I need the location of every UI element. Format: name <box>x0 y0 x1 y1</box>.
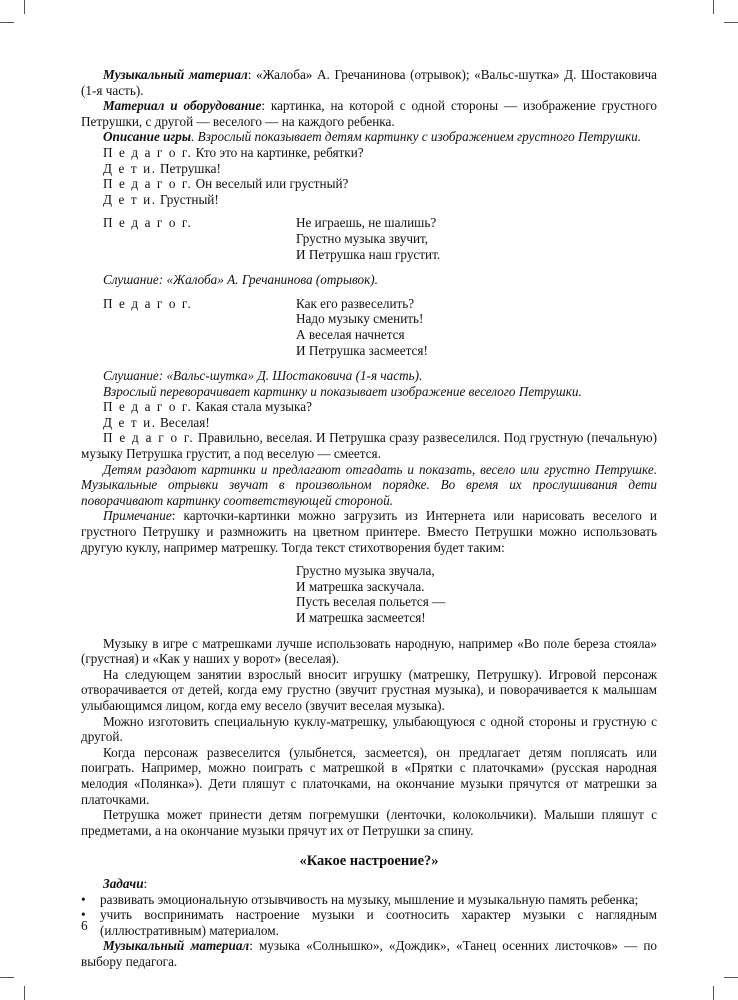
speaker-children: Д е т и. <box>103 191 157 207</box>
tasks-list <box>81 892 657 939</box>
poem-line: И Петрушка засмеется! <box>296 342 428 358</box>
speaker-children: Д е т и. <box>103 414 157 430</box>
game-description-paragraph <box>81 129 657 145</box>
dialogue-text: Правильно, веселая. И Петрушка сразу развеселился. Под грустную (печальную) музыку Петрушка грустит, а под веселую — смеется. <box>81 430 657 462</box>
poem-line: Не играешь, не шалишь? <box>296 215 437 231</box>
poem-teacher-1 <box>103 215 657 262</box>
body-paragraph: Можно изготовить специальную куклу-матрешку, улыбающуюся с одной стороны и грустную с другой. <box>81 713 657 745</box>
dialogue-text: Грустный! <box>156 191 219 207</box>
dialogue-text: Веселая! <box>156 414 210 430</box>
poem-line: Как его развеселить? <box>296 295 415 311</box>
note-label: Примечание <box>103 508 172 524</box>
body-paragraph: Музыку в игре с матрешками лучше использовать народную, например «Во поле береза стояла» (грустная) и «Как у наших у ворот» (веселая). <box>81 635 657 667</box>
dialogue-text: Петрушка! <box>156 160 221 176</box>
dialogue-line <box>103 192 657 208</box>
music-material-paragraph-2 <box>81 938 657 969</box>
dialogue-line <box>103 161 657 177</box>
game-description-text: . Взрослый показывает детям картинку с изображением грустного Петрушки. <box>191 129 642 145</box>
music-material-label: Музыкальный материал <box>103 938 250 954</box>
crop-mark <box>724 977 738 978</box>
crop-mark <box>713 986 714 1000</box>
equipment-label: Материал и оборудование <box>103 98 262 114</box>
verse-line: Грустно музыка звучала, <box>296 563 435 579</box>
poem-lines <box>296 296 428 358</box>
poem-line: И Петрушка наш грустит. <box>296 246 441 262</box>
poem-line: А веселая начнется <box>296 326 405 342</box>
poem-line: Грустно музыка звучит, <box>296 230 429 246</box>
matryoshka-verse <box>296 563 657 625</box>
dialogue-text: Он веселый или грустный? <box>192 176 349 192</box>
verse-line: И матрешка заскучала. <box>296 578 425 594</box>
dialogue-line <box>103 399 657 415</box>
poem-line: Надо музыку сменить! <box>296 311 424 327</box>
equipment-text: : картинка, на которой с одной стороны — изображение грустного Петрушки, с другой — веселого — на каждого ребенка. <box>81 98 658 129</box>
list-item: • учить воспринимать настроение музыки и соотносить характер музыки с наглядным (иллюстративным) материалом. <box>81 907 657 938</box>
dialogue-text: Кто это на картинке, ребятки? <box>192 144 364 160</box>
section-title: «Какое настроение?» <box>299 853 439 870</box>
tasks-label: Задачи <box>103 875 144 891</box>
speaker-children: Д е т и. <box>103 160 157 176</box>
dialogue-line <box>81 430 657 461</box>
tasks-heading <box>81 876 657 892</box>
stage-direction: Взрослый переворачивает картинку и показывает изображение веселого Петрушки. <box>103 383 582 399</box>
poem-speaker: П е д а г о г. <box>103 295 193 311</box>
speaker-teacher: П е д а г о г. <box>103 430 195 446</box>
crop-mark <box>713 0 714 14</box>
poem-teacher-2 <box>103 296 657 358</box>
music-material-paragraph <box>81 67 657 98</box>
page-body <box>81 67 657 969</box>
dialogue-line <box>103 176 657 192</box>
dialogue-line <box>103 415 657 431</box>
speaker-teacher: П е д а г о г. <box>103 144 193 160</box>
equipment-paragraph <box>81 98 657 129</box>
listening-note: Слушание: «Вальс-шутка» Д. Шостаковича (1-я часть). <box>103 368 423 384</box>
verse-line: И матрешка засмеется! <box>296 610 426 625</box>
body-paragraph: На следующем занятии взрослый вносит игрушку (матрешку, Петрушку). Игровой персонаж отворачивается от детей, когда ему грустно (звучит грустная музыка), и поворачивается к малышам улыбающимся лицом, когда ему весело (звучит веселая музыка). <box>81 666 657 713</box>
body-paragraph: Когда персонаж развеселится (улыбнется, засмеется), он предлагает детям поплясать или поиграть. Например, можно поиграть с матрешкой в «Прятки с платочками» (русская народная мелодия «Полянка»). Дети пляшут с платочками, на окончание музыки прячутся от матрешки за платочками. <box>81 744 657 807</box>
music-material-text: : «Жалоба» А. Гречанинова (отрывок); «Вальс-шутка» Д. Шостаковича (1-я часть). <box>81 67 657 98</box>
body-paragraph: Петрушка может принести детям погремушки (ленточки, колокольчики). Малыши пляшут с предметами, а на окончание музыки прячут их от Петрушки за спину. <box>81 807 657 838</box>
dialogue-text: Какая стала музыка? <box>192 399 312 415</box>
game-description-label: Описание игры <box>103 129 192 145</box>
poem-lines <box>296 215 440 262</box>
note-paragraph <box>81 508 657 555</box>
crop-mark <box>24 986 25 1000</box>
crop-mark <box>0 977 14 978</box>
music-material-label: Музыкальный материал <box>103 67 248 82</box>
verse-line: Пусть веселая польется — <box>296 594 446 610</box>
list-item: • развивать эмоциональную отзывчивость на музыку, мышление и музыкальную память ребенка; <box>81 892 657 908</box>
crop-mark <box>24 0 25 14</box>
music-material-text: : музыка «Солнышко», «Дождик», «Танец осенних листочков» — по выбору педагога. <box>81 938 657 969</box>
listening-note: Слушание: «Жалоба» А. Гречанинова (отрывок). <box>103 272 378 288</box>
tasks-colon: : <box>143 875 148 891</box>
speaker-teacher: П е д а г о г. <box>103 399 193 415</box>
note-text: : карточки-картинки можно загрузить из Интернета или нарисовать веселого и грустного Петрушку и размножить на цветном принтере. Вместо Петрушки можно использовать другую куклу, например матрешку. Тогда текст стихотворения будет таким: <box>81 508 657 555</box>
poem-speaker: П е д а г о г. <box>103 215 193 231</box>
speaker-teacher: П е д а г о г. <box>103 176 193 192</box>
crop-mark <box>0 22 14 23</box>
crop-mark <box>724 22 738 23</box>
cards-instruction: Детям раздают картинки и предлагают отгадать и показать, весело или грустно Петрушке. Музыкальные отрывки звучат в произвольном порядке. Во время их прослушивания дети поворачивают картинку соответствующей стороной. <box>81 461 657 508</box>
page-number: 6 <box>81 918 88 933</box>
dialogue-line <box>103 145 657 161</box>
